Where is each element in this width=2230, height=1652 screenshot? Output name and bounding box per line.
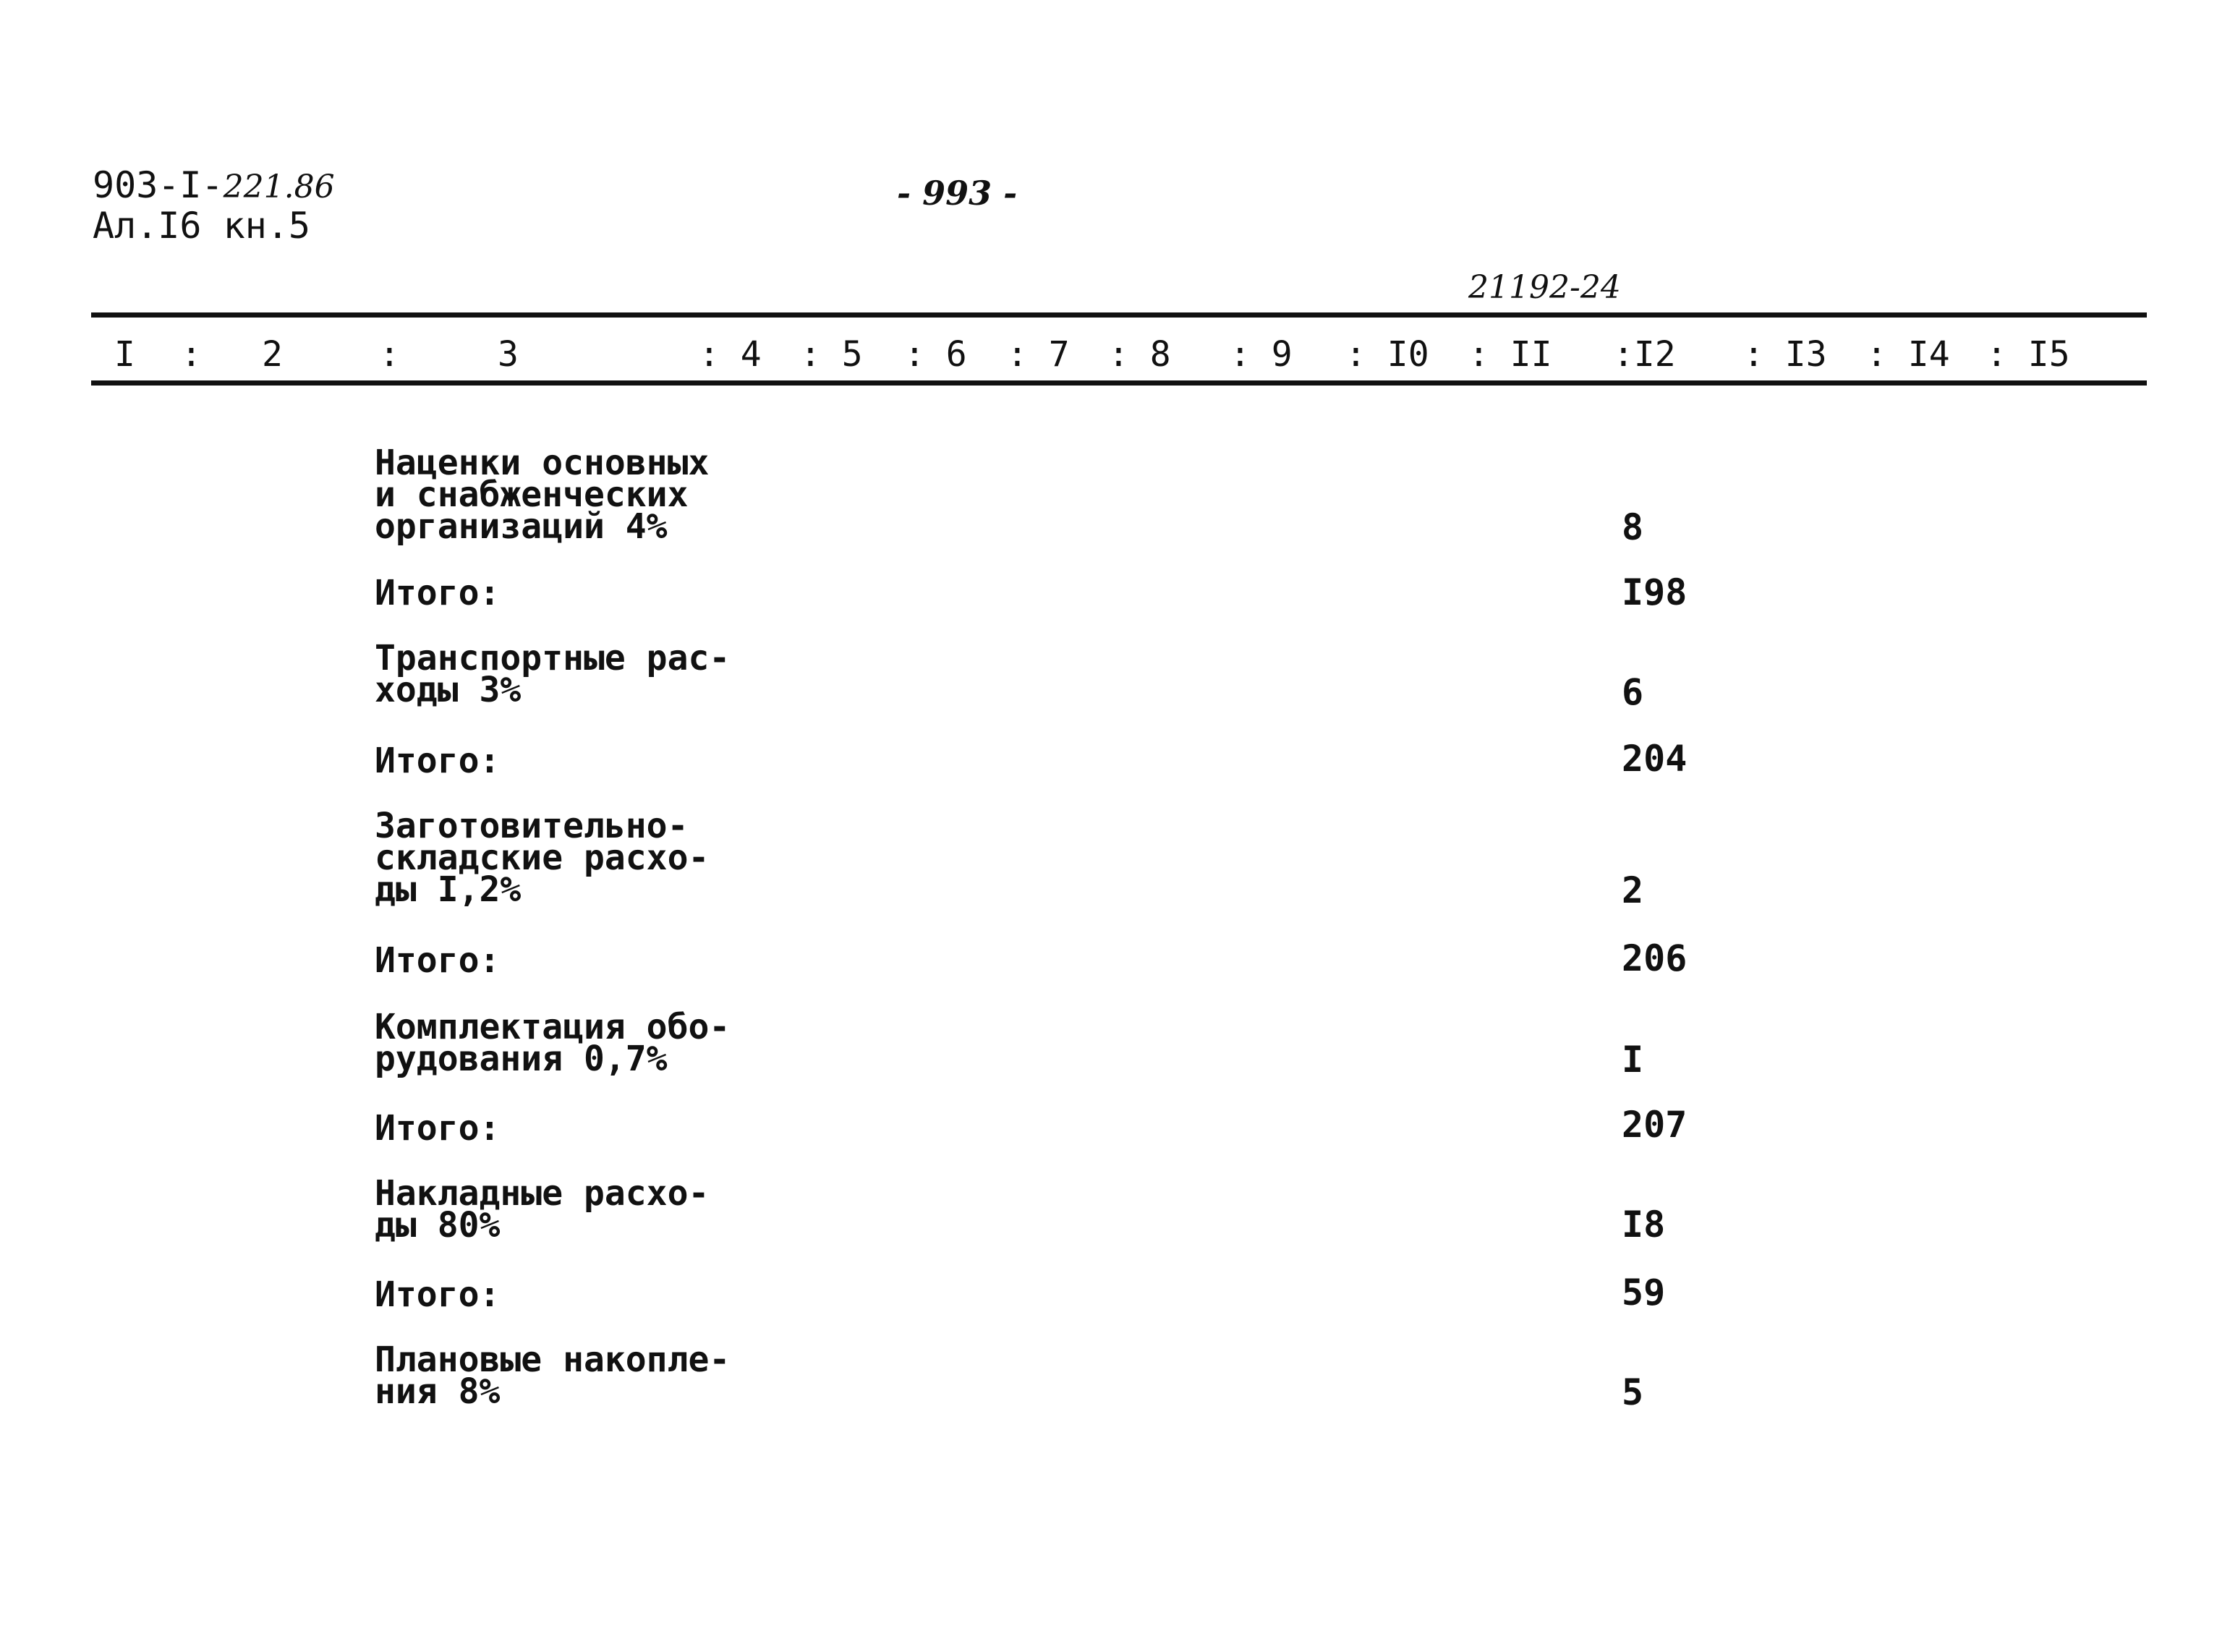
document-code-handwritten: 221.86 — [223, 169, 335, 205]
column-header: : 9 — [1230, 334, 1293, 375]
column-header: : I3 — [1743, 334, 1827, 375]
row-label: Итого: — [375, 741, 501, 781]
row-value: 204 — [1622, 738, 1688, 780]
column-header: : 5 — [800, 334, 863, 375]
row-value: I98 — [1622, 571, 1688, 613]
row-value: I — [1622, 1039, 1644, 1081]
row-value: 6 — [1622, 671, 1644, 713]
document-subcode: Ал.I6 кн.5 — [93, 205, 311, 247]
column-separator: : — [181, 334, 202, 375]
row-label: Транспортные рас- ходы 3% — [375, 638, 731, 710]
column-header: : II — [1468, 334, 1552, 375]
table-top-rule — [91, 312, 2147, 318]
column-header: : 7 — [1007, 334, 1070, 375]
column-header: : I0 — [1345, 334, 1429, 375]
column-header: :I2 — [1613, 334, 1676, 375]
table-header-rule — [91, 380, 2147, 386]
column-header: : I5 — [1986, 334, 2070, 375]
row-value: 5 — [1622, 1371, 1644, 1413]
column-header: : 6 — [904, 334, 967, 375]
row-label: Заготовительно- складские расхо- ды I,2% — [375, 806, 710, 910]
row-label: Комплектация обо- рудования 0,7% — [375, 1007, 731, 1079]
row-value: I8 — [1622, 1204, 1666, 1246]
row-value: 207 — [1622, 1104, 1688, 1146]
column-header: I — [114, 334, 135, 375]
row-label: Итого: — [375, 940, 501, 981]
document-code — [93, 165, 335, 208]
row-label: Плановые накопле- ния 8% — [375, 1340, 731, 1412]
column-header: : I4 — [1866, 334, 1950, 375]
row-value: 206 — [1622, 937, 1688, 979]
column-separator: : — [379, 334, 400, 375]
column-header: 2 — [262, 334, 283, 375]
row-label: Итого: — [375, 1108, 501, 1149]
row-label: Итого: — [375, 1274, 501, 1315]
document-code-typed: 903-I- — [93, 164, 224, 206]
row-label: Накладные расхо- ды 80% — [375, 1173, 710, 1246]
row-value: 59 — [1622, 1272, 1666, 1313]
row-value: 2 — [1622, 869, 1644, 911]
column-header: 3 — [498, 334, 519, 375]
row-label: Наценки основных и снабженческих организаций 4% — [375, 443, 710, 547]
row-label: Итого: — [375, 573, 501, 613]
column-header: : 4 — [699, 334, 762, 375]
row-value: 8 — [1622, 506, 1644, 548]
document-reference: 21192-24 — [1468, 269, 1621, 306]
column-header: : 8 — [1108, 334, 1171, 375]
page-number: - 993 - — [897, 174, 1018, 213]
